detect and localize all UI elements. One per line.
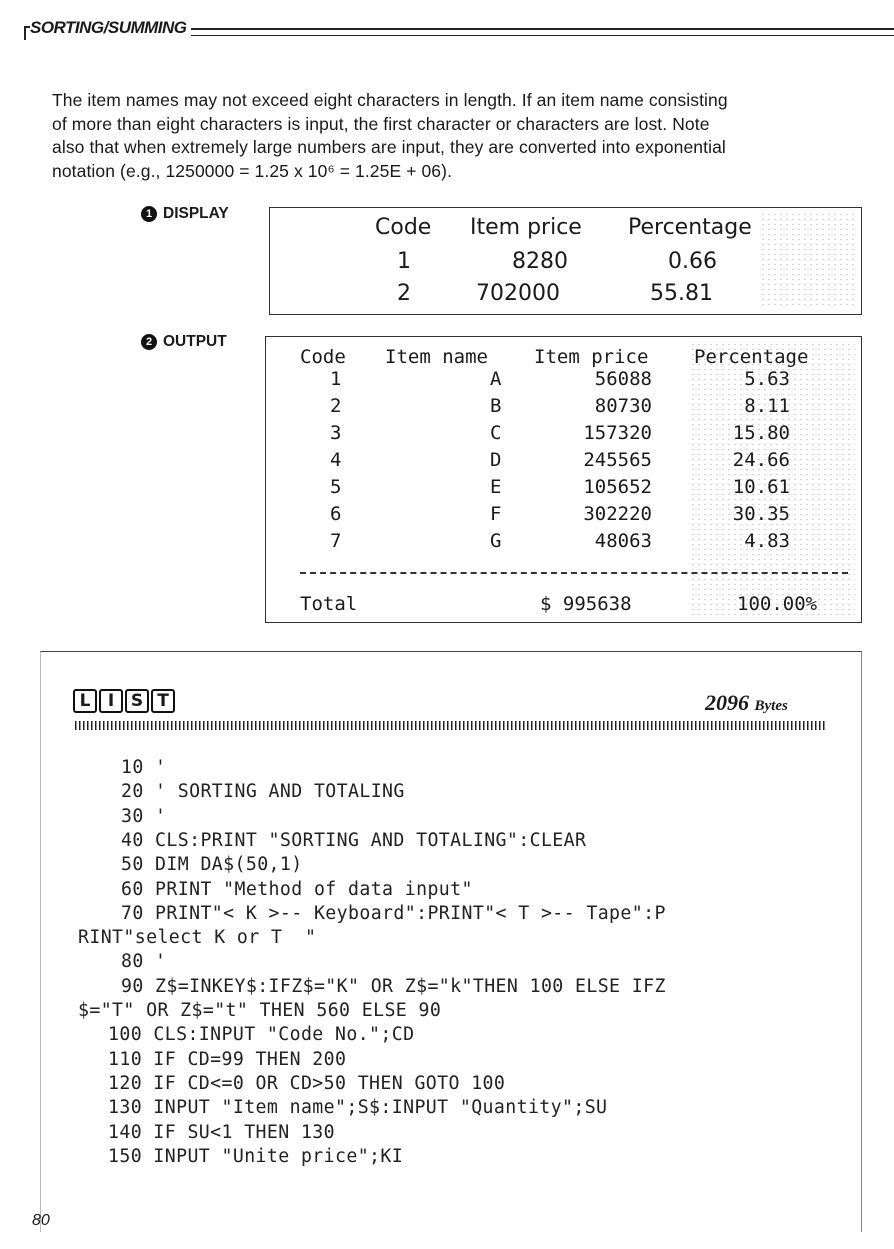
- code-line: 90 Z$=INKEY$:IFZ$="K" OR Z$="k"THEN 100 ELSE IFZ: [121, 975, 666, 997]
- list-logo-letter: S: [125, 689, 149, 713]
- output-cell-percentage: 15.80: [732, 422, 790, 444]
- code-line: 130 INPUT "Item name";S$:INPUT "Quantity";SU: [108, 1097, 608, 1119]
- code-line: 60 PRINT "Method of data input": [121, 878, 473, 900]
- code-line: 120 IF CD<=0 OR CD>50 THEN GOTO 100: [108, 1072, 506, 1094]
- total-percent: 100.00%: [737, 593, 818, 615]
- output-cell-percentage: 30.35: [732, 503, 790, 525]
- output-header-price: Item price: [534, 346, 649, 368]
- output-cell-price: 80730: [594, 395, 652, 417]
- output-cell-percentage: 8.11: [744, 395, 790, 417]
- output-label: [141, 333, 227, 351]
- listing-size-unit: Bytes: [754, 698, 788, 714]
- listing-size-value: 2096: [705, 690, 749, 715]
- code-line: 70 PRINT"< K >-- Keyboard":PRINT"< T >-- Tape":P: [121, 902, 666, 924]
- code-line: 30 ': [121, 805, 167, 827]
- code-line: $="T" OR Z$="t" THEN 560 ELSE 90: [78, 1000, 442, 1021]
- intro-line: of more than eight characters is input, the first character or characters are lost. Note: [52, 113, 710, 134]
- output-cell-percentage: 4.83: [744, 530, 790, 552]
- intro-line: also that when extremely large numbers are input, they are converted into exponential: [52, 137, 726, 157]
- code-line: 40 CLS:PRINT "SORTING AND TOTALING":CLEAR: [121, 829, 587, 851]
- display-cell-price: 702000: [476, 281, 560, 306]
- listing-size: [705, 690, 788, 716]
- display-cell-percentage: 0.66: [668, 249, 717, 274]
- display-label: [141, 205, 229, 223]
- output-cell-name: F: [490, 503, 502, 525]
- output-cell-name: C: [490, 422, 502, 444]
- output-cell-name: D: [490, 449, 502, 471]
- display-header-code: Code: [375, 215, 432, 240]
- display-cell-price: 8280: [512, 249, 568, 274]
- list-logo-letter: I: [99, 689, 123, 713]
- code-line: 50 DIM DA$(50,1): [121, 854, 303, 876]
- output-label-text: OUTPUT: [163, 333, 227, 350]
- display-cell-percentage: 55.81: [650, 281, 713, 306]
- display-cell-code: 2: [397, 281, 411, 306]
- output-cell-percentage: 24.66: [732, 449, 790, 471]
- code-line: RINT"select K or T ": [78, 927, 317, 949]
- code-line: 20 ' SORTING AND TOTALING: [121, 781, 405, 803]
- display-header-price: Item price: [470, 215, 582, 240]
- output-cell-percentage: 10.61: [732, 476, 790, 498]
- list-logo-letter: T: [151, 689, 175, 713]
- output-cell-name: A: [490, 368, 502, 390]
- output-cell-name: G: [490, 530, 502, 552]
- output-marker: 2: [141, 334, 157, 350]
- total-divider: [300, 572, 848, 574]
- display-label-text: DISPLAY: [163, 205, 229, 222]
- output-cell-name: B: [490, 395, 502, 417]
- intro-line: The item names may not exceed eight characters in length. If an item name consisting: [52, 90, 728, 110]
- listing-tick-rule: [75, 721, 825, 730]
- output-cell-price: 157320: [583, 422, 652, 444]
- output-cell-price: 302220: [583, 503, 652, 525]
- total-label: Total: [300, 593, 358, 615]
- output-header-code: Code: [300, 346, 346, 368]
- display-header-percentage: Percentage: [628, 215, 752, 240]
- total-amount: $ 995638: [540, 593, 632, 615]
- output-cell-code: 4: [330, 449, 342, 471]
- intro-line: notation (e.g., 1250000 = 1.25 x 10⁶ = 1.25E + 06).: [52, 160, 453, 181]
- output-header-name: Item name: [385, 346, 488, 368]
- code-line: 10 ': [121, 757, 167, 778]
- output-cell-price: 48063: [594, 530, 652, 552]
- output-cell-name: E: [490, 476, 502, 498]
- output-cell-code: 6: [330, 503, 342, 525]
- print-speckle: [760, 212, 856, 307]
- list-logo: [73, 689, 175, 713]
- section-title: SORTING/SUMMING: [30, 18, 191, 38]
- output-cell-code: 2: [330, 395, 342, 417]
- code-line: 150 INPUT "Unite price";KI: [108, 1145, 404, 1167]
- display-cell-code: 1: [397, 249, 411, 274]
- output-cell-price: 56088: [594, 368, 652, 390]
- output-cell-code: 3: [330, 422, 342, 444]
- output-cell-code: 7: [330, 530, 342, 552]
- list-logo-letter: L: [73, 689, 97, 713]
- output-cell-price: 245565: [583, 449, 652, 471]
- code-line: 140 IF SU<1 THEN 130: [108, 1121, 335, 1143]
- display-marker: 1: [141, 206, 157, 222]
- code-line: 100 CLS:INPUT "Code No.";CD: [108, 1024, 415, 1046]
- output-cell-price: 105652: [583, 476, 652, 498]
- output-cell-code: 1: [330, 368, 342, 390]
- code-line: 80 ': [121, 951, 167, 973]
- output-header-percentage: Percentage: [694, 346, 809, 368]
- output-cell-percentage: 5.63: [744, 368, 790, 390]
- intro-paragraph: [52, 89, 872, 183]
- code-line: 110 IF CD=99 THEN 200: [108, 1048, 347, 1070]
- output-cell-code: 5: [330, 476, 342, 498]
- page-number: 80: [32, 1212, 50, 1229]
